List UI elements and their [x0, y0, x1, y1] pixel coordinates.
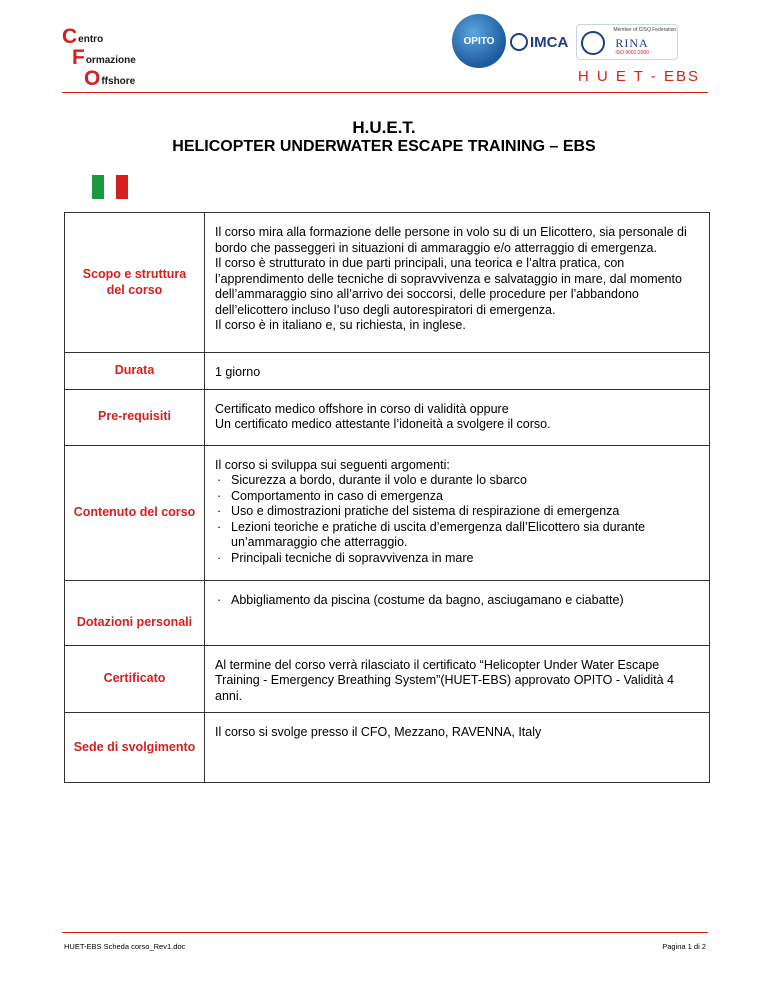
row-label-sede: Sede di svolgimento — [65, 713, 205, 783]
table-row-sede — [65, 713, 710, 783]
flag-stripe-green — [92, 175, 104, 199]
list-item: · Comportamento in caso di emergenza — [215, 489, 699, 505]
footer-divider — [62, 932, 708, 933]
logo-line-centro: C entro — [62, 25, 104, 48]
row-label-durata: Durata — [65, 353, 205, 390]
flag-stripe-red — [116, 175, 128, 199]
rina-seal-icon — [581, 31, 605, 55]
row-label-contenuto: Contenuto del corso — [65, 445, 205, 580]
footer-page-number: Pagina 1 di 2 — [662, 942, 706, 951]
document-code: H U E T - EBS — [577, 68, 700, 85]
table-row-contenuto — [65, 445, 710, 580]
row-label-dotazioni: Dotazioni personali — [65, 580, 205, 645]
page-subtitle: HELICOPTER UNDERWATER ESCAPE TRAINING – EBS — [172, 138, 596, 155]
row-content-sede: Il corso si svolge presso il CFO, Mezzano, RAVENNA, Italy — [205, 713, 710, 783]
table-row-certificato — [65, 645, 710, 713]
table-row-durata — [65, 353, 710, 390]
course-info-table — [64, 212, 710, 783]
certification-badges — [452, 18, 678, 58]
dotazioni-list — [215, 593, 699, 609]
list-item: · Lezioni teoriche e pratiche di uscita d’emergenza dall’Elicottero sia durante un’ammaraggio che atterraggio. — [215, 520, 699, 551]
row-content-durata: 1 giorno — [205, 353, 710, 390]
row-label-scopo: Scopo e struttura del corso — [65, 213, 205, 353]
italian-flag-icon — [92, 175, 128, 199]
opito-logo: OPITO — [452, 14, 506, 68]
row-label-certificato: Certificato — [65, 645, 205, 713]
table-row-dotazioni — [65, 580, 710, 645]
imca-globe-icon — [510, 33, 528, 51]
list-item: · Uso e dimostrazioni pratiche del sistema di respirazione di emergenza — [215, 504, 699, 520]
contenuto-list — [215, 473, 699, 566]
header-divider — [62, 92, 708, 93]
row-content-certificato: Al termine del corso verrà rilasciato il certificato “Helicopter Under Water Escape Training - Emergency Breathing System”(HUET-EBS) approvato OPITO - Validità 4 anni. — [205, 645, 710, 713]
imca-logo: IMCA — [510, 33, 568, 51]
rina-logo: Member of CISQ Federation RINA ISO 9001:2000 — [576, 24, 678, 60]
cfo-logo — [62, 26, 182, 90]
table-row-prereq — [65, 389, 710, 445]
logo-line-formazione: F ormazione — [72, 46, 136, 69]
logo-line-offshore: O ffshore — [84, 67, 136, 90]
row-label-prereq: Pre-requisiti — [65, 389, 205, 445]
flag-stripe-white — [104, 175, 116, 199]
footer-filename: HUET-EBS Scheda corso_Rev1.doc — [64, 942, 186, 951]
table-row-scopo — [65, 213, 710, 353]
list-item: · Sicurezza a bordo, durante il volo e durante lo sbarco — [215, 473, 699, 489]
list-item: · Abbigliamento da piscina (costume da bagno, asciugamano e ciabatte) — [215, 593, 699, 609]
row-content-scopo: Il corso mira alla formazione delle persone in volo su di un Elicottero, sia personale di bordo che passeggeri in situazioni di ammaraggio e/o atterraggio di emergenza. Il corso è strutturato in due parti principali, una teorica e l’altra pratica, con l’apprendimento delle tecniche di sopravvivenza e salvataggio in mare, dal momento dell’ammaraggio sino all’arrivo dei soccorsi, delle procedure per l’abbandono dell’elicottero incluso l’uso degli autorespiratori di emergenza. Il corso è in italiano e, su richiesta, in inglese. — [205, 213, 710, 353]
list-item: · Principali tecniche di sopravvivenza in mare — [215, 551, 699, 567]
row-content-prereq: Certificato medico offshore in corso di validità oppure Un certificato medico attestante l’idoneità a svolgere il corso. — [205, 389, 710, 445]
page-title: H.U.E.T. — [352, 118, 416, 137]
row-content-dotazioni — [205, 580, 710, 645]
row-content-contenuto: Il corso si sviluppa sui seguenti argomenti: · Sicurezza a bordo, durante il volo e durante lo sbarco · Comportamento in caso di emergenza · Uso e dimostrazioni pratiche del sistema di respirazione di emergenza · Lezioni teoriche e pratiche di uscita d’emergenza dall’Elicottero sia durante un’ammaraggio che atterraggio. · Principali tecniche di sopravvivenza in mare — [205, 445, 710, 580]
